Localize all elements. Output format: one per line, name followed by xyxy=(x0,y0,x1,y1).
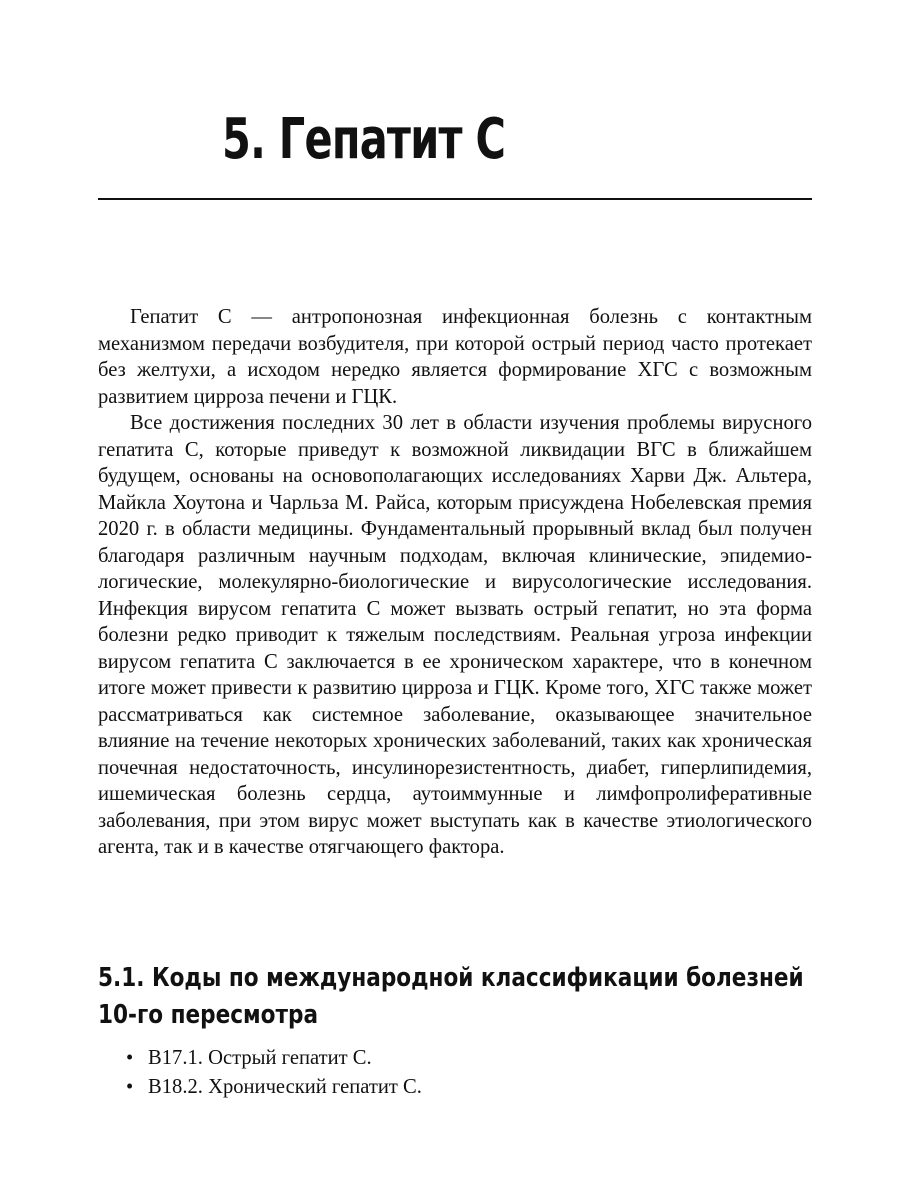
intro-text xyxy=(98,304,812,861)
list-item xyxy=(126,1044,422,1073)
bullet-icon: • xyxy=(126,1047,134,1069)
section-heading xyxy=(98,960,845,1034)
intro-paragraph-1: Гепатит С — антропонозная инфекционная болезнь с контактным механизмом передачи возбудителя, при которой острый период часто протекает без желтухи, а исходом нередко является формирование ХГС с возможным развитием цирроза печени и ГЦК. xyxy=(98,306,812,408)
bullet-icon: • xyxy=(126,1076,134,1098)
icd-code-chronic: В18.2. Хронический гепатит С. xyxy=(148,1076,422,1098)
intro-paragraph-2: Все достижения последних 30 лет в области изучения проблемы вирусного гепатита С, которые приведут к возможной ликвидации ВГС в ближайшем будущем, основаны на основополагающих исследованиях Харви Дж. Альтера, Майкла Хоутона и Чарльза М. Райса, которым присуждена Нобелевская премия 2020 г. в области медицины. Фундаментальный прорывный вклад был получен благодаря различным научным подходам, включая клинические, эпидемиологические, молекулярно-биологические и вирусологические исследования. Инфекция вирусом гепатита С может вызвать острый гепатит, но эта форма болезни редко приводит к тяжелым последствиям. Реальная угроза инфекции вирусом гепатита С заключается в ее хроническом характере, что в конечном итоге может привести к развитию цирроза и ГЦК. Кроме того, ХГС также может рассматриваться как системное заболевание, оказывающее значительное влияние на течение некоторых хронических заболеваний, таких как хроническая почечная недостаточность, инсулинорезистентность, диабет, гиперлипидемия, ишемическая болезнь сердца, аутоиммунные и лимфопролиферативные заболевания, при этом вирус может выступать как в качестве этиологического агента, так и в качестве отягчающего фактора. xyxy=(98,412,812,858)
section-heading-line-2: 10-го пересмотра xyxy=(98,1000,319,1030)
icd-code-acute: В17.1. Острый гепатит С. xyxy=(148,1047,372,1069)
section-heading-line-1: 5.1. Коды по международной классификации болезней xyxy=(98,963,804,993)
title-divider xyxy=(98,198,812,200)
list-item xyxy=(126,1073,422,1102)
icd-code-list xyxy=(126,1044,422,1102)
chapter-title: 5. Гепатит С xyxy=(222,107,506,172)
